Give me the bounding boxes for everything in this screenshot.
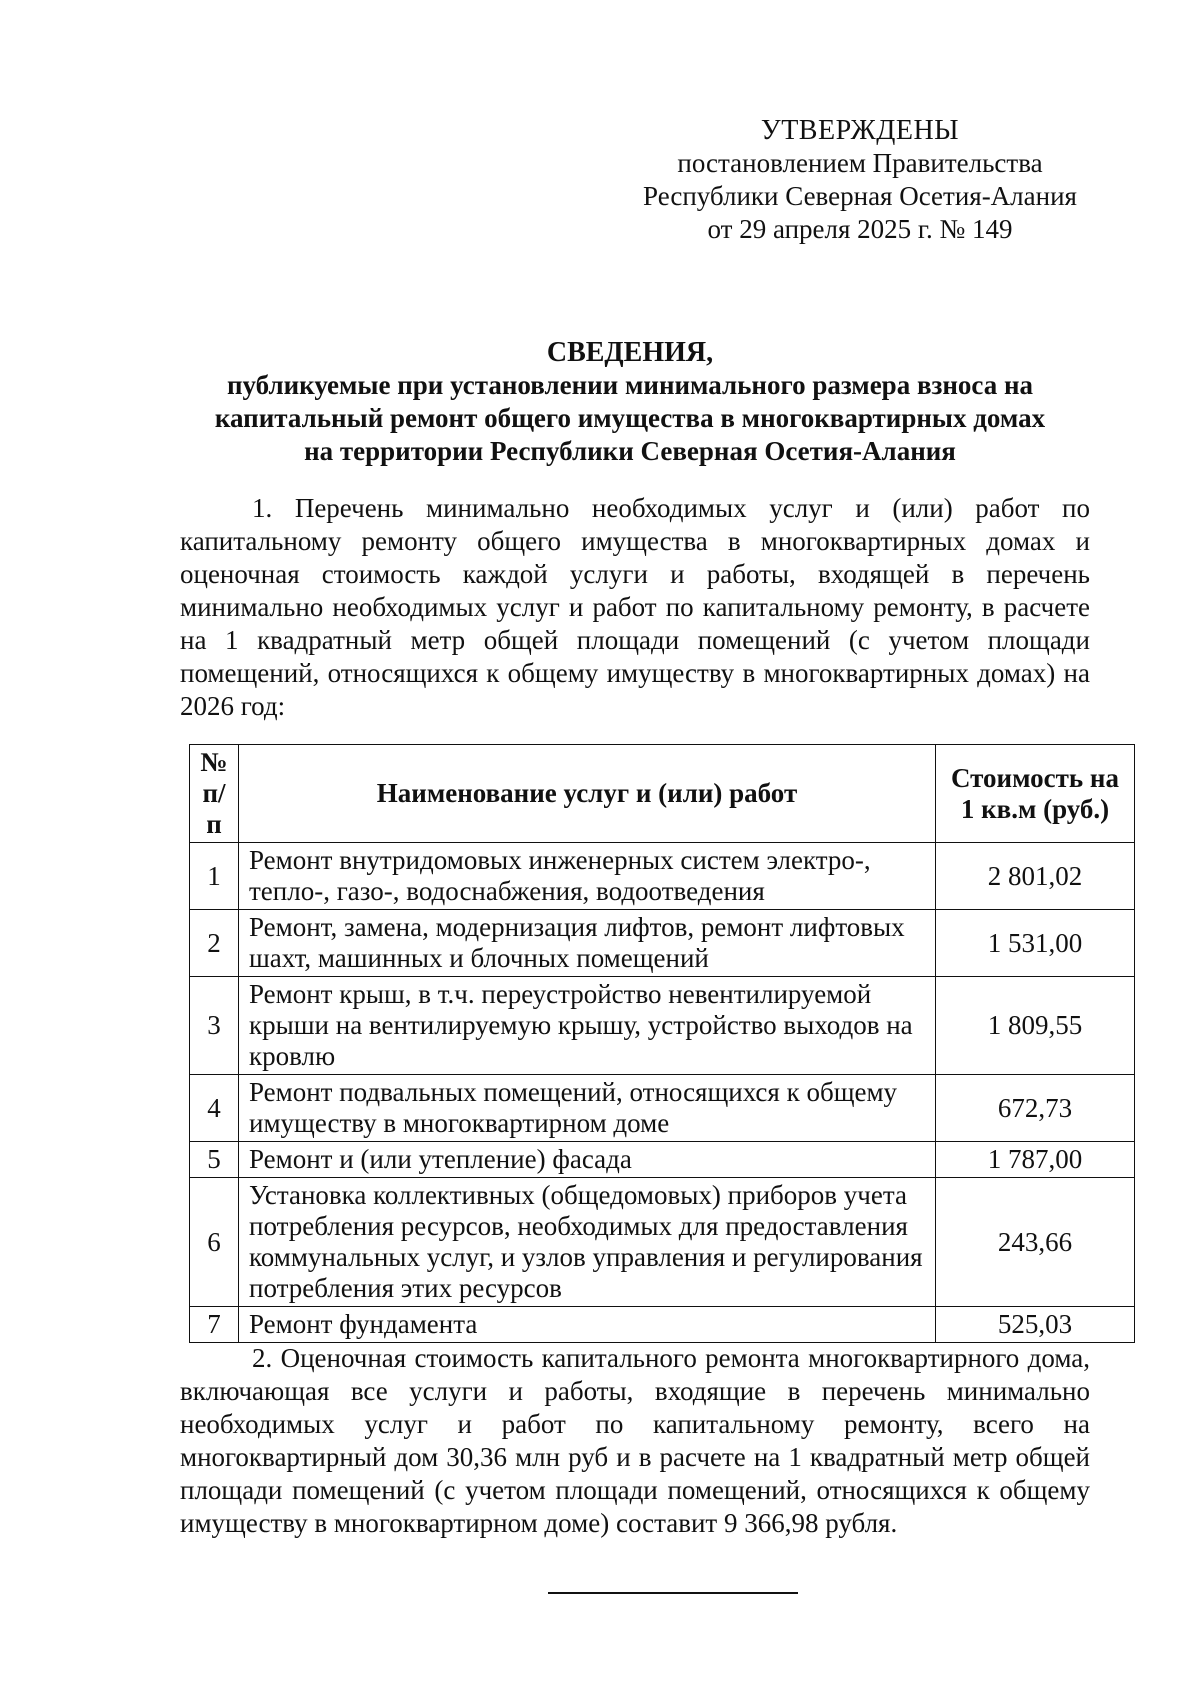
row-cost: 243,66: [936, 1178, 1135, 1307]
row-name: Установка коллективных (общедомовых) приборов учета потребления ресурсов, необходимых для предоставления коммунальных услуг, и узлов управления и регулирования потребления этих ресурсов: [239, 1178, 936, 1307]
table-row: [190, 1307, 1135, 1343]
approval-line-3: от 29 апреля 2025 г. № 149: [707, 214, 1013, 244]
heading-line-1: публикуемые при установлении минимального размера взноса на: [226, 370, 1034, 400]
row-name: Ремонт крыш, в т.ч. переустройство невентилируемой крыши на вентилируемую крышу, устройство выходов на кровлю: [239, 977, 936, 1075]
table-header-row: [190, 745, 1135, 843]
heading-line-3: на территории Республики Северная Осетия-Алания: [304, 436, 956, 466]
row-name: Ремонт фундамента: [239, 1307, 936, 1343]
table-row: [190, 977, 1135, 1075]
document-title: СВЕДЕНИЯ,: [546, 337, 714, 368]
approval-line-1: постановлением Правительства: [677, 148, 1043, 178]
heading-line-2: капитальный ремонт общего имущества в многоквартирных домах: [214, 403, 1046, 433]
row-cost: 2 801,02: [936, 843, 1135, 910]
row-name: Ремонт и (или утепление) фасада: [239, 1142, 936, 1178]
row-num: 5: [190, 1142, 239, 1178]
table-row: [190, 1178, 1135, 1307]
row-cost: 1 787,00: [936, 1142, 1135, 1178]
row-num: 4: [190, 1075, 239, 1142]
row-num: 6: [190, 1178, 239, 1307]
row-name: Ремонт, замена, модернизация лифтов, ремонт лифтовых шахт, машинных и блочных помещений: [239, 910, 936, 977]
row-num: 7: [190, 1307, 239, 1343]
closing-rule: [548, 1592, 798, 1594]
row-cost: 1 531,00: [936, 910, 1135, 977]
header-num: № п/п: [190, 745, 239, 843]
paragraph-1: 1. Перечень минимально необходимых услуг и (или) работ по капитальному ремонту общего имущества в многоквартирных домах и оценочная стоимость каждой услуги и работы, входящей в перечень минимально необходимых услуг и работ по капитальному ремонту, в расчете на 1 квадратный метр общей площади помещений (с учетом площади помещений, относящихся к общему имуществу в многоквартирных домах) на 2026 год:: [180, 493, 1090, 721]
approval-block: [630, 114, 1090, 246]
table-row: [190, 843, 1135, 910]
row-num: 3: [190, 977, 239, 1075]
row-num: 2: [190, 910, 239, 977]
document-heading: [170, 336, 1090, 468]
header-cost: Стоимость на 1 кв.м (руб.): [936, 745, 1135, 843]
table-row: [190, 1142, 1135, 1178]
row-cost: 672,73: [936, 1075, 1135, 1142]
row-cost: 1 809,55: [936, 977, 1135, 1075]
row-name: Ремонт внутридомовых инженерных систем электро-, тепло-, газо-, водоснабжения, водоотведения: [239, 843, 936, 910]
paragraph-2: 2. Оценочная стоимость капитального ремонта многоквартирного дома, включающая все услуги и работы, входящие в перечень минимально необходимых услуг и работ по капитальному ремонту, всего на многоквартирный дом 30,36 млн руб и в расчете на 1 квадратный метр общей площади помещений (с учетом площади помещений, относящихся к общему имуществу в многоквартирном доме) составит 9 366,98 рубля.: [180, 1343, 1090, 1538]
table-row: [190, 910, 1135, 977]
row-num: 1: [190, 843, 239, 910]
row-cost: 525,03: [936, 1307, 1135, 1343]
header-name: Наименование услуг и (или) работ: [239, 745, 936, 843]
row-name: Ремонт подвальных помещений, относящихся к общему имуществу в многоквартирном доме: [239, 1075, 936, 1142]
table-row: [190, 1075, 1135, 1142]
approval-title: УТВЕРЖДЕНЫ: [760, 115, 960, 146]
services-table: [189, 744, 1135, 1343]
approval-line-2: Республики Северная Осетия-Алания: [643, 181, 1077, 211]
